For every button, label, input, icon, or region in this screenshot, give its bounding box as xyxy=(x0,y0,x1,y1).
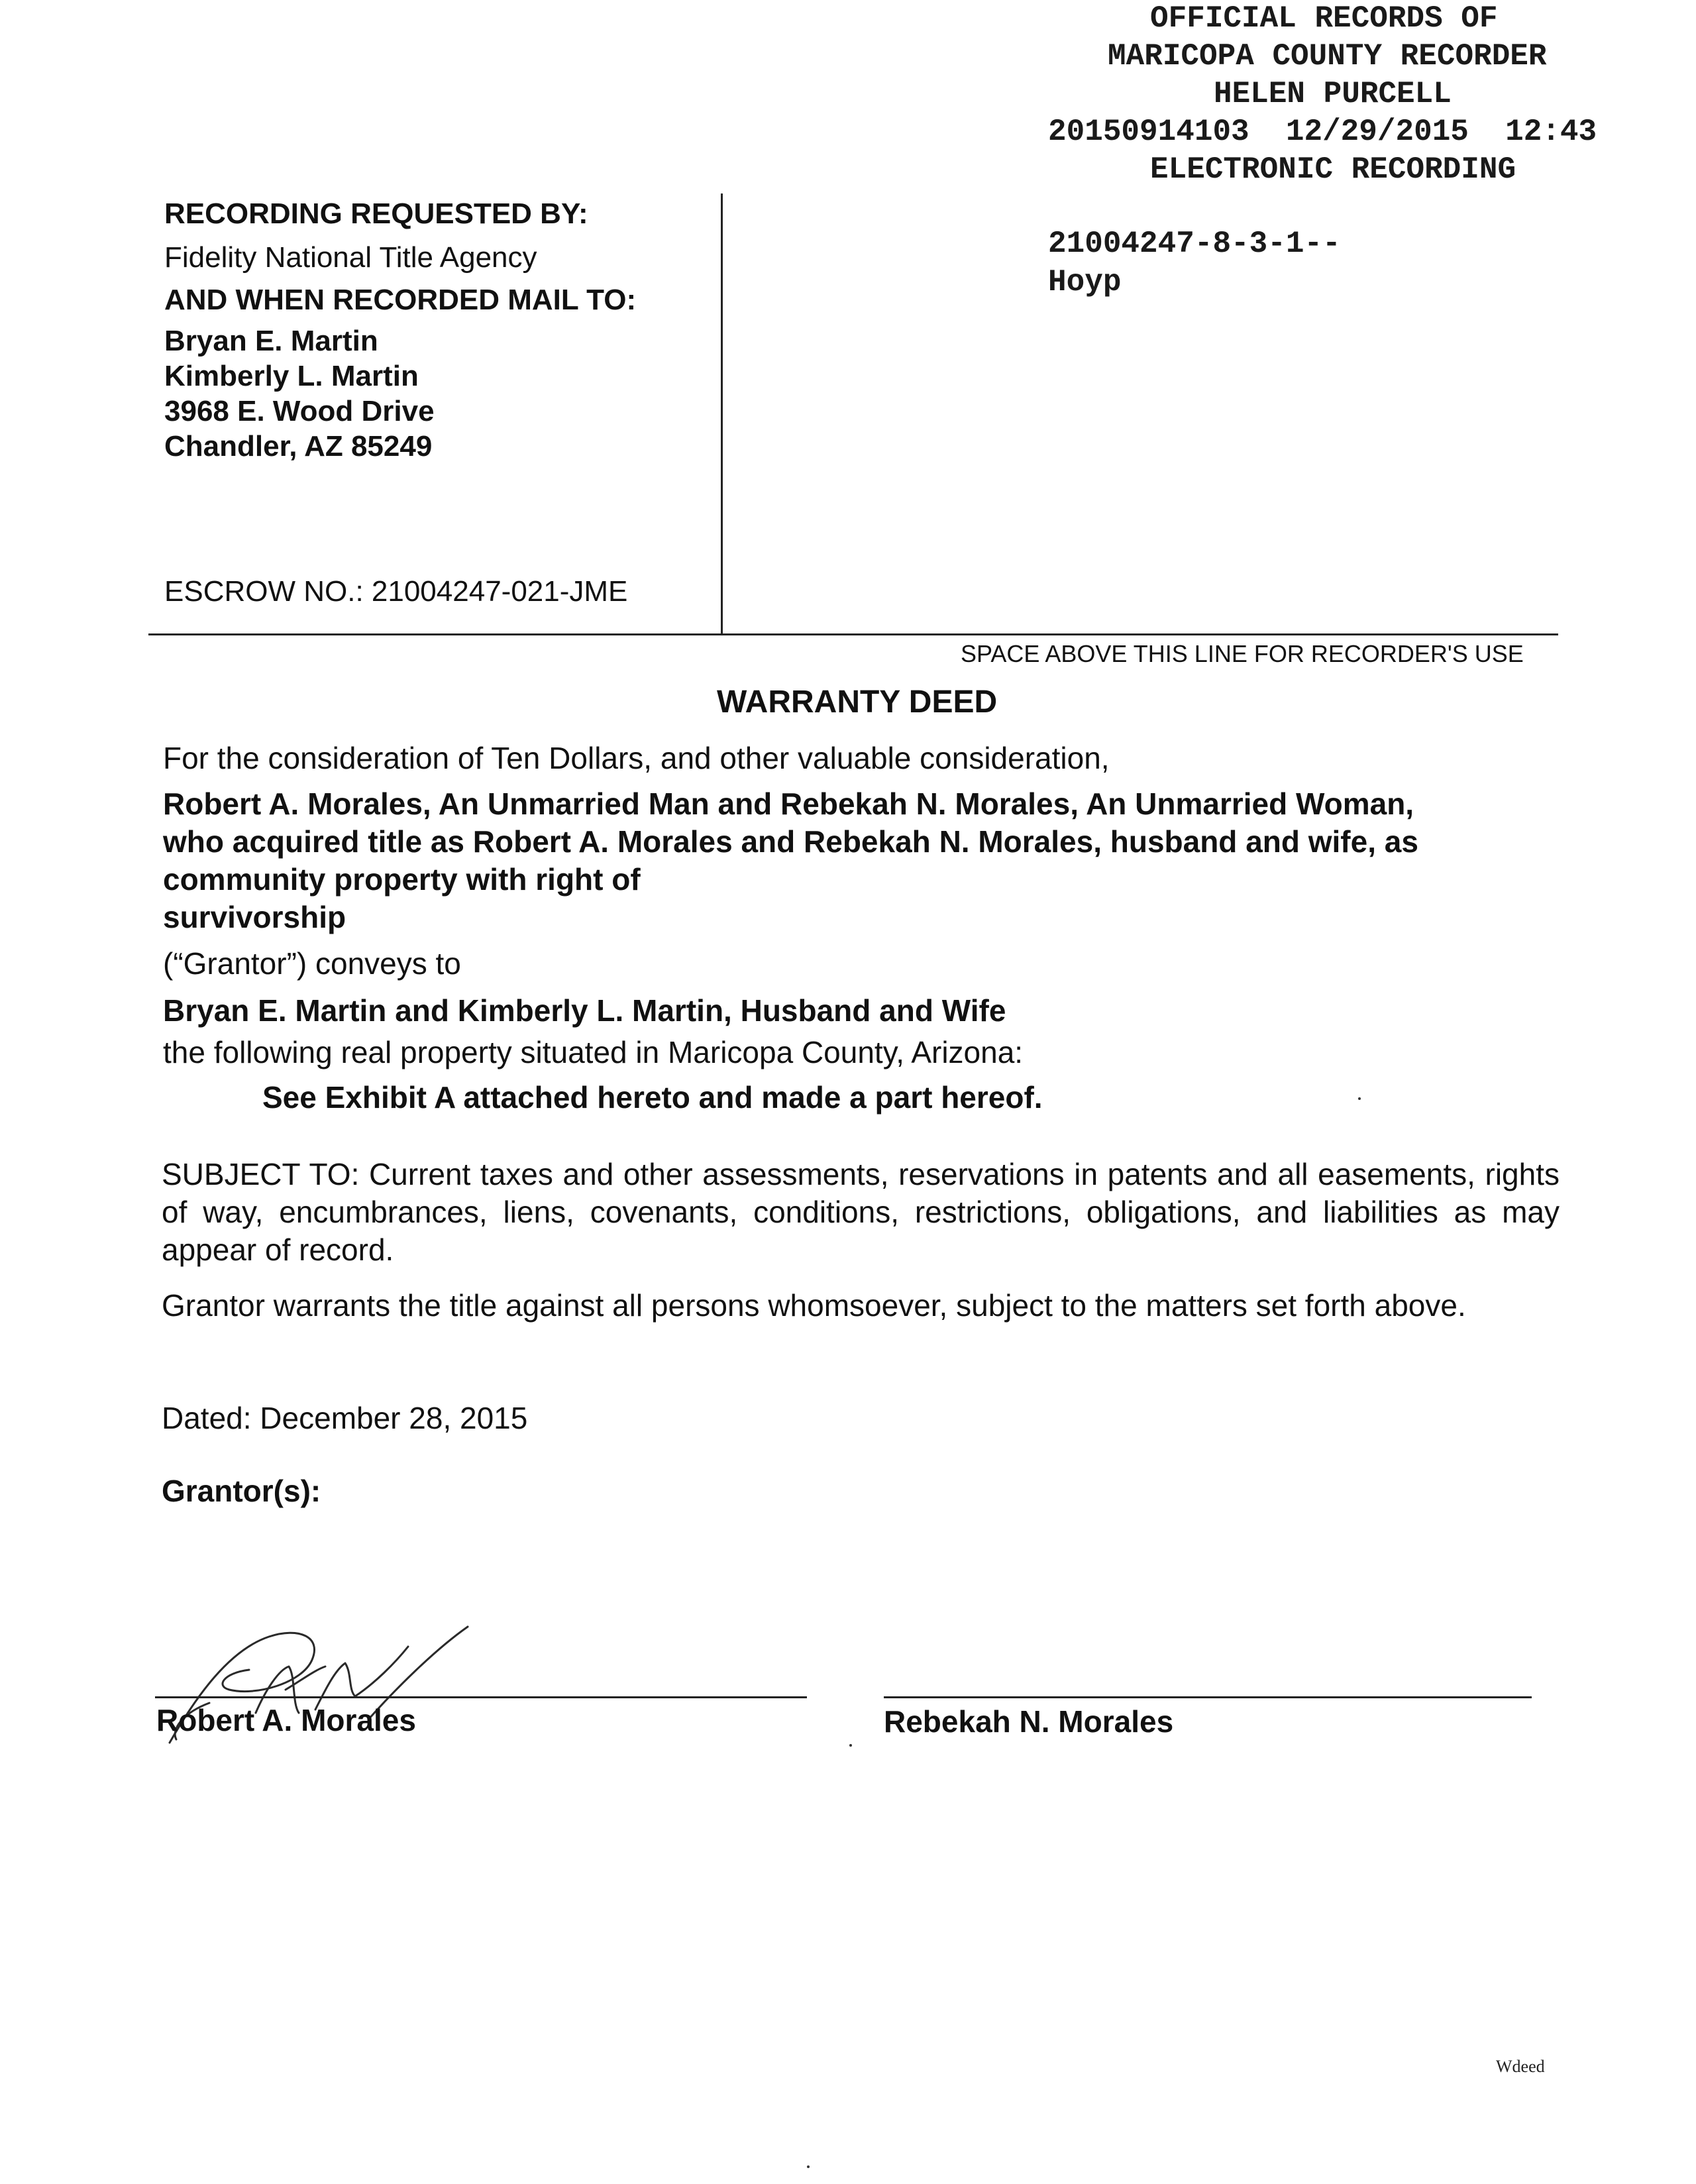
deed-title: WARRANTY DEED xyxy=(717,684,998,720)
stamp-code: 21004247-8-3-1-- xyxy=(1048,227,1341,261)
stamp-line-2: MARICOPA COUNTY RECORDER xyxy=(1108,39,1547,74)
dated-text: Dated: December 28, 2015 xyxy=(162,1401,528,1435)
header-divider-vertical xyxy=(721,193,723,633)
signature-line-2 xyxy=(884,1696,1532,1698)
grantors-label: Grantor(s): xyxy=(162,1474,321,1508)
scan-speck xyxy=(849,1744,852,1747)
grantor-line-1: Robert A. Morales, An Unmarried Man and Rebekah N. Morales, An Unmarried Woman, xyxy=(163,787,1414,821)
signature-line-1 xyxy=(155,1696,807,1698)
consideration-text: For the consideration of Ten Dollars, and other valuable consideration, xyxy=(163,741,1110,775)
warranty-paragraph: Grantor warrants the title against all persons whomsoever, subject to the matters set forth above. xyxy=(162,1288,1466,1323)
stamp-line-3: HELEN PURCELL xyxy=(1214,77,1452,111)
exhibit-text: See Exhibit A attached hereto and made a part hereof. xyxy=(262,1080,1043,1115)
stamp-initials: Hoyp xyxy=(1048,265,1122,300)
mail-to-line-2: Kimberly L. Martin xyxy=(164,360,419,392)
scan-speck xyxy=(807,2165,810,2168)
stamp-line-4: 20150914103 12/29/2015 12:43 xyxy=(1048,115,1597,149)
escrow-number: ESCROW NO.: 21004247-021-JME xyxy=(164,575,628,608)
scan-speck xyxy=(1358,1097,1361,1100)
signer-2-name: Rebekah N. Morales xyxy=(884,1704,1174,1739)
stamp-line-1: OFFICIAL RECORDS OF xyxy=(1150,1,1498,36)
grantor-line-2: who acquired title as Robert A. Morales and Rebekah N. Morales, husband and wife, as xyxy=(163,824,1418,859)
mail-to-line-3: 3968 E. Wood Drive xyxy=(164,395,435,427)
signer-1-name: Robert A. Morales xyxy=(156,1703,416,1737)
grantor-line-3: community property with right of xyxy=(163,862,641,897)
grantor-line-4: survivorship xyxy=(163,900,346,934)
mail-to-label: AND WHEN RECORDED MAIL TO: xyxy=(164,284,637,316)
mail-to-line-4: Chandler, AZ 85249 xyxy=(164,430,433,463)
form-name: Wdeed xyxy=(1496,2057,1545,2076)
requested-by-value: Fidelity National Title Agency xyxy=(164,241,537,274)
recorder-use-caption: SPACE ABOVE THIS LINE FOR RECORDER'S USE xyxy=(961,640,1524,667)
subject-to-paragraph: SUBJECT TO: Current taxes and other assessments, reservations in patents and all easements, rights of way, encumbrances, liens, covenants, conditions, restrictions, obligations, and liabilities as may appear of record. xyxy=(162,1157,1560,1267)
grantee-text: Bryan E. Martin and Kimberly L. Martin, Husband and Wife xyxy=(163,993,1006,1028)
mail-to-line-1: Bryan E. Martin xyxy=(164,325,378,357)
property-text: the following real property situated in Maricopa County, Arizona: xyxy=(163,1035,1024,1069)
requested-by-label: RECORDING REQUESTED BY: xyxy=(164,197,588,230)
recorder-use-line xyxy=(148,633,1558,635)
stamp-line-5: ELECTRONIC RECORDING xyxy=(1150,152,1516,187)
conveys-text: (“Grantor”) conveys to xyxy=(163,946,461,981)
